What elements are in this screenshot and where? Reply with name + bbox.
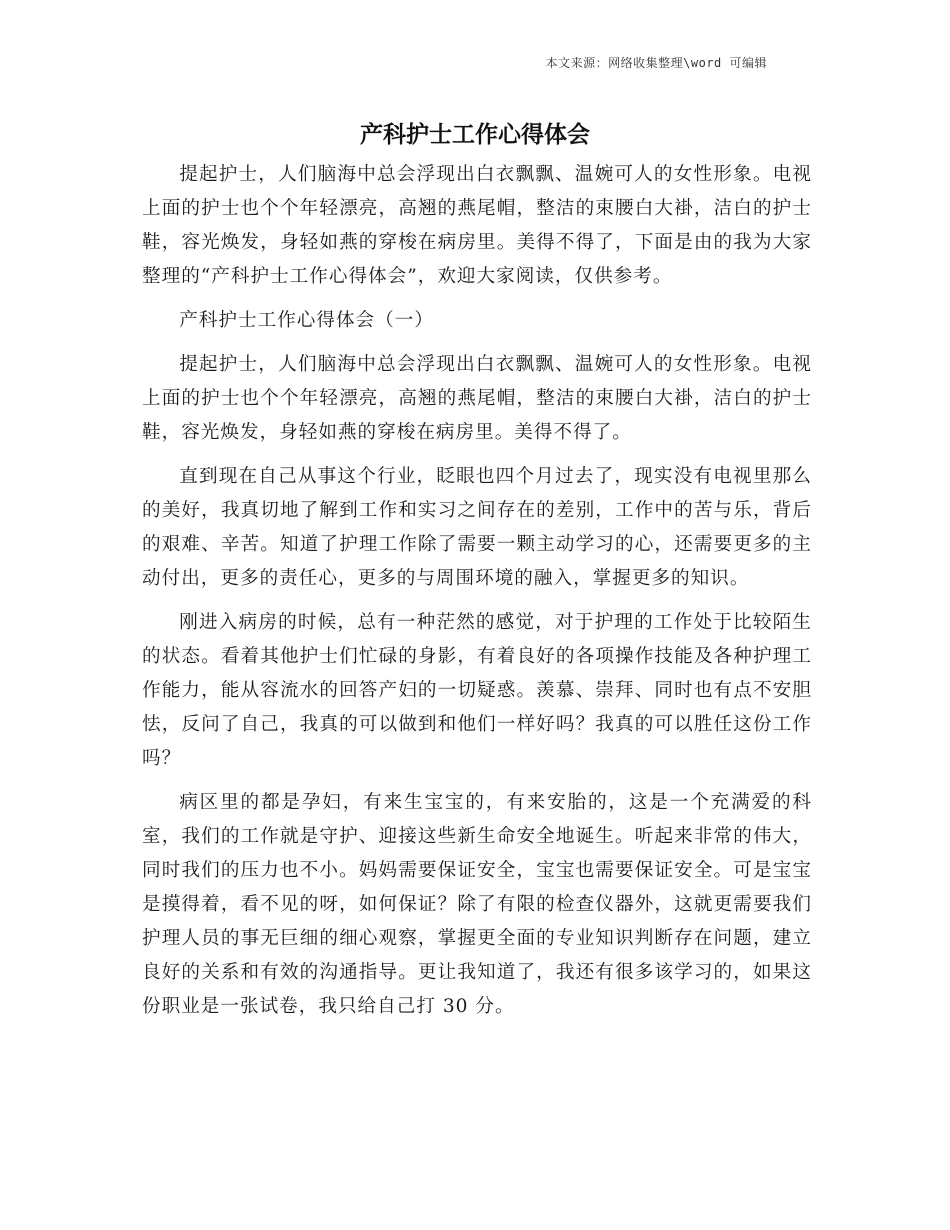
body-paragraph: 病区里的都是孕妇，有来生宝宝的，有来安胎的，这是一个充满爱的科室，我们的工作就是守护、迎接这些新生命安全地诞生。听起来非常的伟大，同时我们的压力也不小。妈妈需要保证安全，宝宝也需要保证安全。可是宝宝是摸得着，看不见的呀，如何保证？除了有限的检查仪器外，这就更需要我们护理人员的事无巨细的细心观察，掌握更全面的专业知识判断存在问题，建立良好的关系和有效的沟通指导。更让我知道了，我还有很多该学习的，如果这份职业是一张试卷，我只给自己打 30 分。 [142, 792, 812, 1017]
body-paragraph: 刚进入病房的时候，总有一种茫然的感觉，对于护理的工作处于比较陌生的状态。看着其他护士们忙碌的身影，有着良好的各项操作技能及各种护理工作能力，能从容流水的回答产妇的一切疑惑。羡慕、崇拜、同时也有点不安胆怯，反问了自己，我真的可以做到和他们一样好吗？我真的可以胜任这份工作吗？ [142, 612, 812, 769]
document-title: 产科护士工作心得体会 [360, 122, 590, 148]
body-paragraph: 直到现在自己从事这个行业，眨眼也四个月过去了，现实没有电视里那么的美好，我真切地了解到工作和实习之间存在的差别，工作中的苦与乐，背后的艰难、辛苦。知道了护理工作除了需要一颗主动学习的心，还需要更多的主动付出，更多的责任心，更多的与周围环境的融入，掌握更多的知识。 [142, 466, 812, 589]
document-body [142, 158, 812, 1024]
section-title: 产科护士工作心得体会（一） [179, 310, 434, 331]
intro-paragraph: 提起护士，人们脑海中总会浮现出白衣飘飘、温婉可人的女性形象。电视上面的护士也个个年轻漂亮，高翘的燕尾帽，整洁的束腰白大褂，洁白的护士鞋，容光焕发，身轻如燕的穿梭在病房里。美得不得了，下面是由的我为大家整理的“产科护士工作心得体会”，欢迎大家阅读，仅供参考。 [142, 164, 812, 287]
source-note: 本文来源：网络收集整理\word 可编辑 [545, 56, 767, 70]
body-paragraph: 提起护士，人们脑海中总会浮现出白衣飘飘、温婉可人的女性形象。电视上面的护士也个个年轻漂亮，高翘的燕尾帽，整洁的束腰白大褂，洁白的护士鞋，容光焕发，身轻如燕的穿梭在病房里。美得不得了。 [142, 354, 812, 443]
